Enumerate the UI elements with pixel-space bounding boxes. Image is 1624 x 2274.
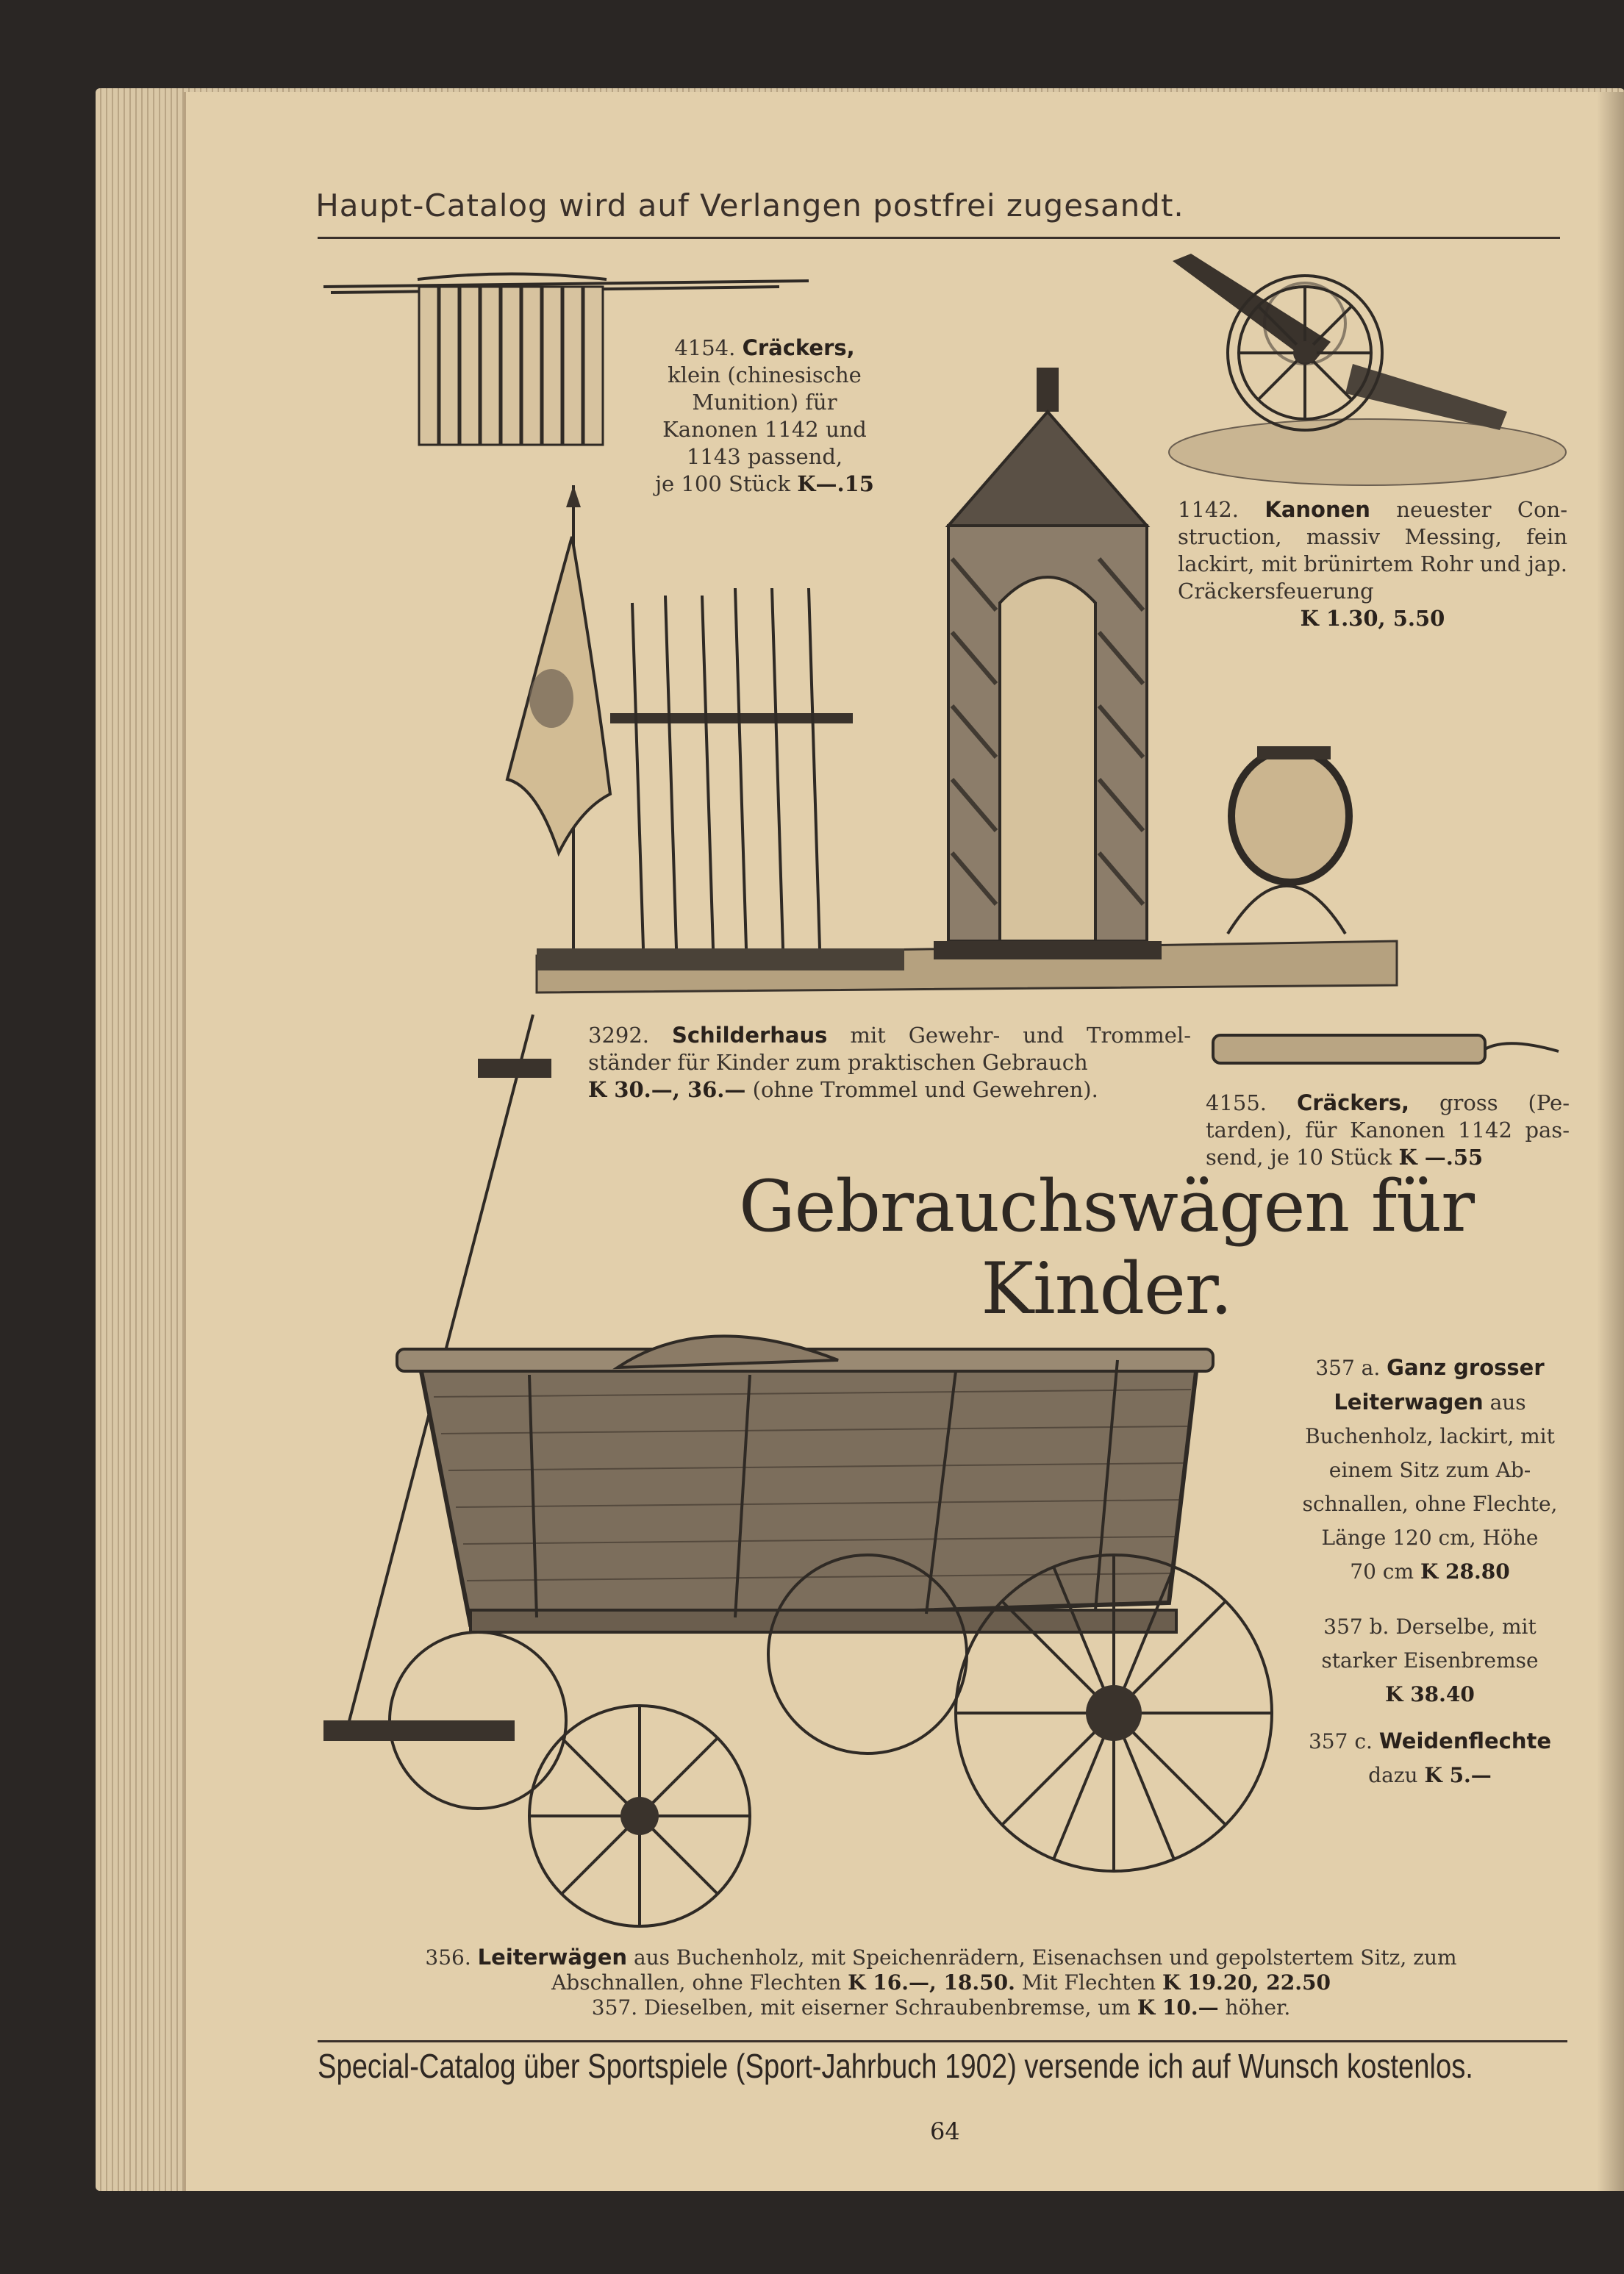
wagon-357b-caption: 357 b. Derselbe, mit starker Eisenbremse K 38.40 — [1321, 1615, 1539, 1706]
footer-note: Special-Catalog über Sportspiele (Sport-Jahrbuch 1902) versende ich auf Wunsch kostenlos. — [318, 2047, 1473, 2085]
crackers-small-caption: 4154. Cräckers, klein (chinesische Munition) für Kanonen 1142 und 1143 passend, je 100 Stück K—.15 — [655, 335, 874, 496]
crackers-large-caption: 4155. Cräckers, gross (Pe- tarden), für Kanonen 1142 pas- send, je 10 Stück K —.55 — [1206, 1090, 1570, 1170]
page-header: Haupt-Catalog wird auf Verlangen postfrei zugesandt. — [315, 187, 1184, 224]
kanonen-caption: 1142. Kanonen neuester Con- struction, massiv Messing, fein lackirt, mit brünirtem Rohr und jap. Cräckersfeuerung K 1.30, 5.50 — [1178, 497, 1568, 631]
schilderhaus-caption: 3292. Schilderhaus mit Gewehr- und Trommel- ständer für Kinder zum praktischen Gebrauch K 30.—, 36.— (ohne Trommel und Gewehren). — [588, 1023, 1191, 1102]
wagon-illustration — [323, 1015, 1279, 1956]
footer-rule — [318, 2040, 1567, 2042]
section-title: Gebrauchswägen für Kinder. — [738, 1165, 1475, 1330]
schilderhaus-illustration — [493, 368, 1404, 1000]
page-number: 64 — [930, 2117, 960, 2145]
wagon-357a-caption: 357 a. Ganz grosser Leiterwagen aus Buchenholz, lackirt, mit einem Sitz zum Ab- schnallen, ohne Flechte, Länge 120 cm, Höhe 70 cm K 28.80 — [1302, 1355, 1558, 1584]
header-rule — [318, 237, 1560, 239]
wagon-357c-caption: 357 c. Weidenflechte dazu K 5.— — [1308, 1728, 1551, 1787]
kanonen-price: K 1.30, 5.50 — [1300, 606, 1445, 631]
leiterwagen-caption: 356. Leiterwägen aus Buchenholz, mit Speichenrädern, Eisenachsen und gepolstertem Sitz, zum Abschnallen, ohne Flechten K 16.—, 18.50. Mit Flechten K 19.20, 22.50 357. Dieselben, mit eiserner Schraubenbremse, um K 10.— höher. — [425, 1945, 1457, 2020]
